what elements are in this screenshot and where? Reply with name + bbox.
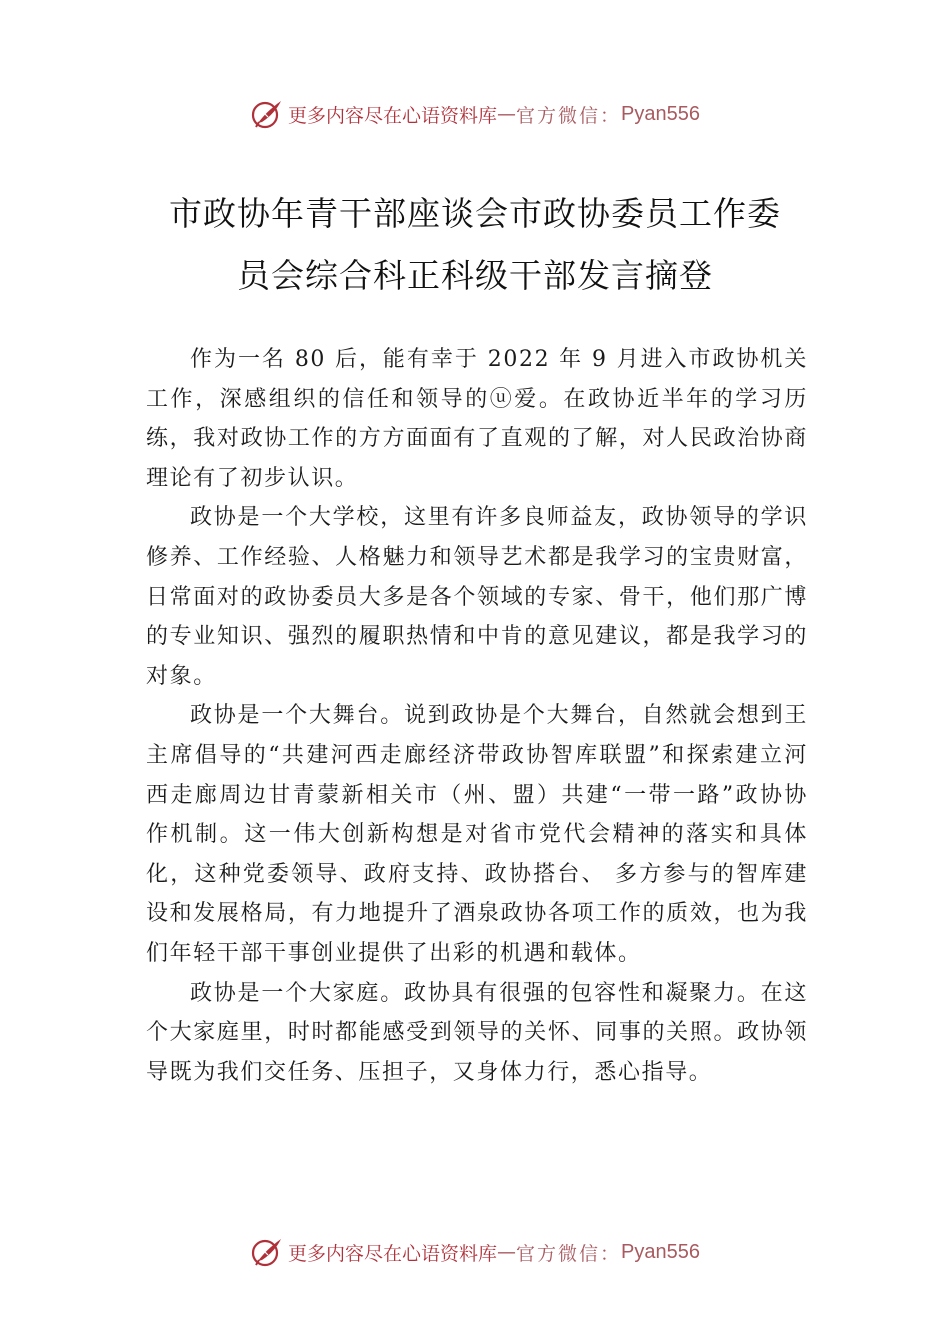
footer-banner [0, 1232, 950, 1272]
paragraph-2: 政协是一个大学校，这里有许多良师益友，政协领导的学识修养、工作经验、人格魅力和领导艺术都是我学习的宝贵财富，日常面对的政协委员大多是各个领域的专家、骨干，他们那广博的专业知识、强烈的履职热情和中肯的意见建议，都是我学习的对象。 [146, 505, 808, 689]
banner-separator: — [497, 1241, 517, 1263]
banner-text: 更多内容尽在心语资料库 [288, 104, 498, 127]
paragraph-4: 政协是一个大家庭。政协具有很强的包容性和凝聚力。在这个大家庭里，时时都能感受到领导的关怀、同事的关照。政协领导既为我们交任务、压担子，又身体力行，悉心指导。 [146, 980, 808, 1085]
banner-text: 更多内容尽在心语资料库 [288, 1242, 498, 1265]
banner-wechat-label: 官方微信： [516, 104, 622, 127]
feather-pen-logo-icon [250, 97, 284, 131]
banner-separator: — [497, 103, 517, 125]
title-line-2: 员会综合科正科级干部发言摘登 [237, 256, 713, 295]
feather-pen-logo-icon [250, 1235, 284, 1269]
banner-wechat-id: Pyan556 [621, 1240, 700, 1263]
header-banner [0, 94, 950, 134]
paragraph-3: 政协是一个大舞台。说到政协是个大舞台，自然就会想到王主席倡导的“共建河西走廊经济带政协智库联盟”和探索建立河西走廊周边甘青蒙新相关市（州、盟）共建“一带一路”政协协作机制。这一伟大创新构想是对省市党代会精神的落实和具体化，这种党委领导、政府支持、政协搭台、 多方参与的智库建设和发展格局，有力地提升了酒泉政协各项工作的质效，也为我们年轻干部干事创业提供了出彩的机遇和载体。 [146, 703, 808, 966]
paragraph-1: 作为一名 80 后，能有幸于 2022 年 9 月进入市政协机关工作，深感组织的信任和领导的ⓤ爱。在政协近半年的学习历练，我对政协工作的方方面面有了直观的了解，对人民政治协商理论有了初步认识。 [146, 347, 808, 491]
document-body [146, 340, 808, 1092]
document-title [120, 183, 830, 307]
banner-wechat-id: Pyan556 [621, 102, 700, 125]
banner-wechat-label: 官方微信： [516, 1242, 622, 1265]
title-line-1: 市政协年青干部座谈会市政协委员工作委 [169, 194, 781, 233]
